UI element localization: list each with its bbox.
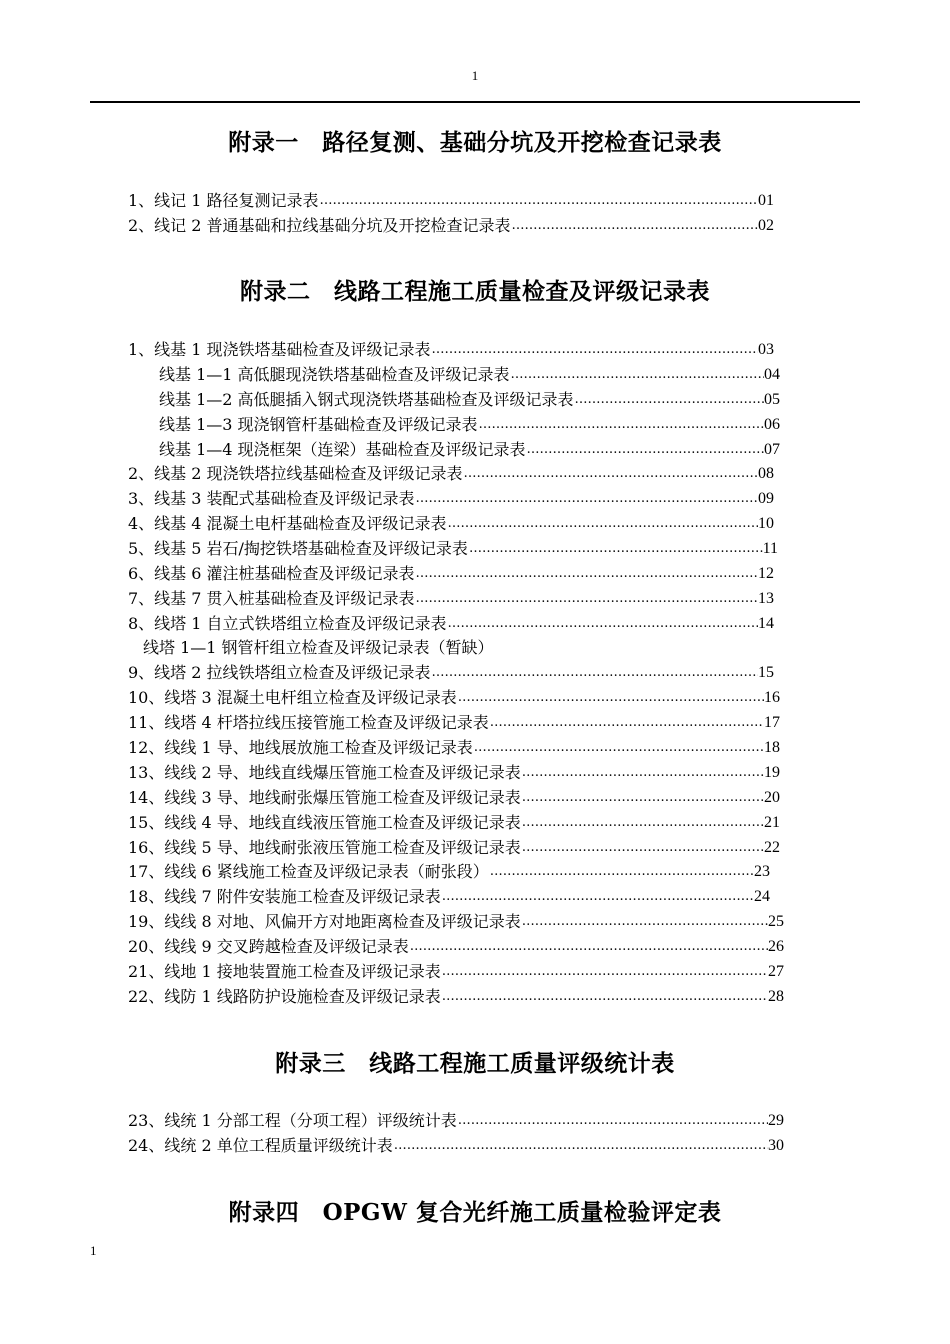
leader-dots (431, 339, 758, 361)
toc-entry-page: 19 (764, 764, 780, 781)
leader-dots (521, 911, 768, 933)
leader-dots (415, 588, 758, 610)
toc-entry[interactable] (128, 513, 774, 535)
leader-dots (441, 961, 768, 983)
toc-entry[interactable] (128, 613, 774, 635)
toc-entry[interactable] (128, 986, 784, 1008)
toc-entry-page: 30 (768, 1137, 784, 1154)
toc-entry-label: 20、线线 9 交叉跨越检查及评级记录表 (128, 937, 409, 956)
toc-entry[interactable] (128, 837, 780, 859)
toc-entry-label: 2、线基 2 现浇铁塔拉线基础检查及评级记录表 (128, 464, 463, 483)
toc-entry-page: 15 (758, 664, 774, 681)
toc-entry-page: 17 (764, 714, 780, 731)
toc-entry-label: 12、线线 1 导、地线展放施工检查及评级记录表 (128, 738, 473, 757)
toc-entry[interactable] (128, 1110, 784, 1132)
toc-entry[interactable] (128, 538, 778, 560)
leader-dots (511, 215, 758, 237)
section-heading-3: 附录三 线路工程施工质量评级统计表 (275, 1050, 675, 1077)
leader-dots (521, 787, 764, 809)
toc-entry-label: 线基 1—4 现浇框架（连梁）基础检查及评级记录表 (159, 440, 526, 459)
toc-entry[interactable] (128, 911, 784, 933)
leader-dots (489, 712, 764, 734)
toc-entry[interactable] (128, 762, 780, 784)
toc-entry-label: 线基 1—3 现浇钢管杆基础检查及评级记录表 (159, 415, 478, 434)
toc-entry[interactable] (128, 190, 774, 212)
page-number-top: 1 (471, 68, 479, 83)
toc-entry[interactable] (128, 588, 774, 610)
leader-dots (521, 812, 764, 834)
toc-entry-label: 24、线统 2 单位工程质量评级统计表 (128, 1136, 393, 1155)
page-number-bottom: 1 (90, 1243, 97, 1258)
toc-entry-label: 23、线统 1 分部工程（分项工程）评级统计表 (128, 1111, 457, 1130)
toc-entry[interactable] (128, 787, 780, 809)
leader-dots (521, 762, 764, 784)
toc-entry-label: 1、线基 1 现浇铁塔基础检查及评级记录表 (128, 340, 431, 359)
leader-dots (415, 488, 758, 510)
toc-entry-label: 7、线基 7 贯入桩基础检查及评级记录表 (128, 589, 415, 608)
toc-entry[interactable] (159, 389, 780, 411)
section-heading-1: 附录一 路径复测、基础分坑及开挖检查记录表 (228, 129, 722, 156)
toc-entry-page: 24 (754, 888, 770, 905)
toc-entry-label: 线基 1—2 高低腿插入钢式现浇铁塔基础检查及评级记录表 (159, 390, 574, 409)
leader-dots (489, 861, 754, 883)
toc-entry[interactable] (128, 215, 774, 237)
toc-entry[interactable] (159, 414, 780, 436)
toc-entry[interactable] (128, 563, 774, 585)
leader-dots (415, 563, 758, 585)
toc-entry-page: 28 (768, 988, 784, 1005)
leader-dots (319, 190, 758, 212)
leader-dots (431, 662, 758, 684)
toc-entry-label: 9、线塔 2 拉线铁塔组立检查及评级记录表 (128, 663, 431, 682)
toc-entry-page: 12 (758, 565, 774, 582)
toc-entry-page: 27 (768, 963, 784, 980)
toc-entry-page: 04 (764, 366, 780, 383)
toc-entry-page: 23 (754, 863, 770, 880)
toc-entry-page: 21 (764, 814, 780, 831)
toc-entry-page: 18 (764, 739, 780, 756)
leader-dots (521, 837, 764, 859)
toc-entry-label: 线塔 1—1 钢管杆组立检查及评级记录表（暂缺） (143, 638, 494, 657)
leader-dots (463, 463, 758, 485)
toc-entry-page: 06 (764, 416, 780, 433)
toc-entry-label: 4、线基 4 混凝土电杆基础检查及评级记录表 (128, 514, 447, 533)
toc-entry-page: 10 (758, 515, 774, 532)
leader-dots (574, 389, 764, 411)
toc-entry-page: 08 (758, 465, 774, 482)
toc-entry-page: 05 (764, 391, 780, 408)
toc-entry-page: 26 (768, 938, 784, 955)
toc-entry-label: 2、线记 2 普通基础和拉线基础分坑及开挖检查记录表 (128, 216, 511, 235)
toc-entry-page: 29 (768, 1112, 784, 1129)
toc-entry-page: 07 (764, 441, 780, 458)
leader-dots (447, 613, 758, 635)
toc-entry-label: 3、线基 3 装配式基础检查及评级记录表 (128, 489, 415, 508)
toc-entry-label: 21、线地 1 接地装置施工检查及评级记录表 (128, 962, 441, 981)
toc-entry-label: 线基 1—1 高低腿现浇铁塔基础检查及评级记录表 (159, 365, 510, 384)
toc-entry[interactable] (128, 1135, 784, 1157)
leader-dots (473, 737, 764, 759)
toc-entry-page: 02 (758, 217, 774, 234)
toc-entry-label: 18、线线 7 附件安装施工检查及评级记录表 (128, 887, 441, 906)
toc-entry-label: 1、线记 1 路径复测记录表 (128, 191, 319, 210)
toc-entry-label: 13、线线 2 导、地线直线爆压管施工检查及评级记录表 (128, 763, 521, 782)
section-heading-2: 附录二 线路工程施工质量检查及评级记录表 (240, 278, 710, 305)
toc-entry-label: 15、线线 4 导、地线直线液压管施工检查及评级记录表 (128, 813, 521, 832)
toc-entry[interactable] (159, 364, 780, 386)
toc-entry[interactable] (128, 687, 780, 709)
toc-entry[interactable] (128, 886, 770, 908)
toc-entry-page: 14 (758, 615, 774, 632)
leader-dots (478, 414, 764, 436)
toc-entry-label: 14、线线 3 导、地线耐张爆压管施工检查及评级记录表 (128, 788, 521, 807)
toc-entry-page: 09 (758, 490, 774, 507)
toc-entry-page: 13 (758, 590, 774, 607)
toc-entry[interactable] (128, 662, 774, 684)
toc-entry-label: 17、线线 6 紧线施工检查及评级记录表（耐张段） (128, 862, 489, 881)
toc-entry-label: 11、线塔 4 杆塔拉线压接管施工检查及评级记录表 (128, 713, 489, 732)
toc-entry-label: 6、线基 6 灌注桩基础检查及评级记录表 (128, 564, 415, 583)
leader-dots (526, 439, 764, 461)
toc-entry-label: 5、线基 5 岩石/掏挖铁塔基础检查及评级记录表 (128, 539, 468, 558)
toc-entry-page: 20 (764, 789, 780, 806)
section-heading-4: 附录四 OPGW 复合光纤施工质量检验评定表 (228, 1199, 722, 1226)
leader-dots (441, 986, 768, 1008)
toc-entry-page: 25 (768, 913, 784, 930)
leader-dots (457, 1110, 768, 1132)
toc-entry-label: 22、线防 1 线路防护设施检查及评级记录表 (128, 987, 441, 1006)
toc-entry[interactable] (128, 737, 780, 759)
toc-entry-page: 03 (758, 341, 774, 358)
toc-entry[interactable] (128, 936, 784, 958)
leader-dots (510, 364, 764, 386)
toc-entry[interactable] (128, 861, 770, 883)
leader-dots (393, 1135, 768, 1157)
toc-entry[interactable] (128, 712, 780, 734)
toc-entry[interactable] (128, 961, 784, 983)
header-rule (90, 101, 860, 103)
toc-entry[interactable] (143, 637, 643, 659)
toc-entry[interactable] (159, 439, 780, 461)
toc-entry[interactable] (128, 812, 780, 834)
leader-dots (441, 886, 754, 908)
toc-entry-page: 22 (764, 839, 780, 856)
toc-entry[interactable] (128, 339, 774, 361)
toc-entry-label: 8、线塔 1 自立式铁塔组立检查及评级记录表 (128, 614, 447, 633)
toc-entry-label: 16、线线 5 导、地线耐张液压管施工检查及评级记录表 (128, 838, 521, 857)
toc-entry-label: 19、线线 8 对地、风偏开方对地距离检查及评级记录表 (128, 912, 521, 931)
toc-entry-label: 10、线塔 3 混凝土电杆组立检查及评级记录表 (128, 688, 457, 707)
leader-dots (409, 936, 768, 958)
toc-entry[interactable] (128, 488, 774, 510)
toc-entry[interactable] (128, 463, 774, 485)
toc-entry-page: 11 (762, 540, 778, 557)
leader-dots (468, 538, 763, 560)
leader-dots (447, 513, 758, 535)
toc-entry-page: 16 (764, 689, 780, 706)
toc-entry-page: 01 (758, 192, 774, 209)
leader-dots (457, 687, 764, 709)
